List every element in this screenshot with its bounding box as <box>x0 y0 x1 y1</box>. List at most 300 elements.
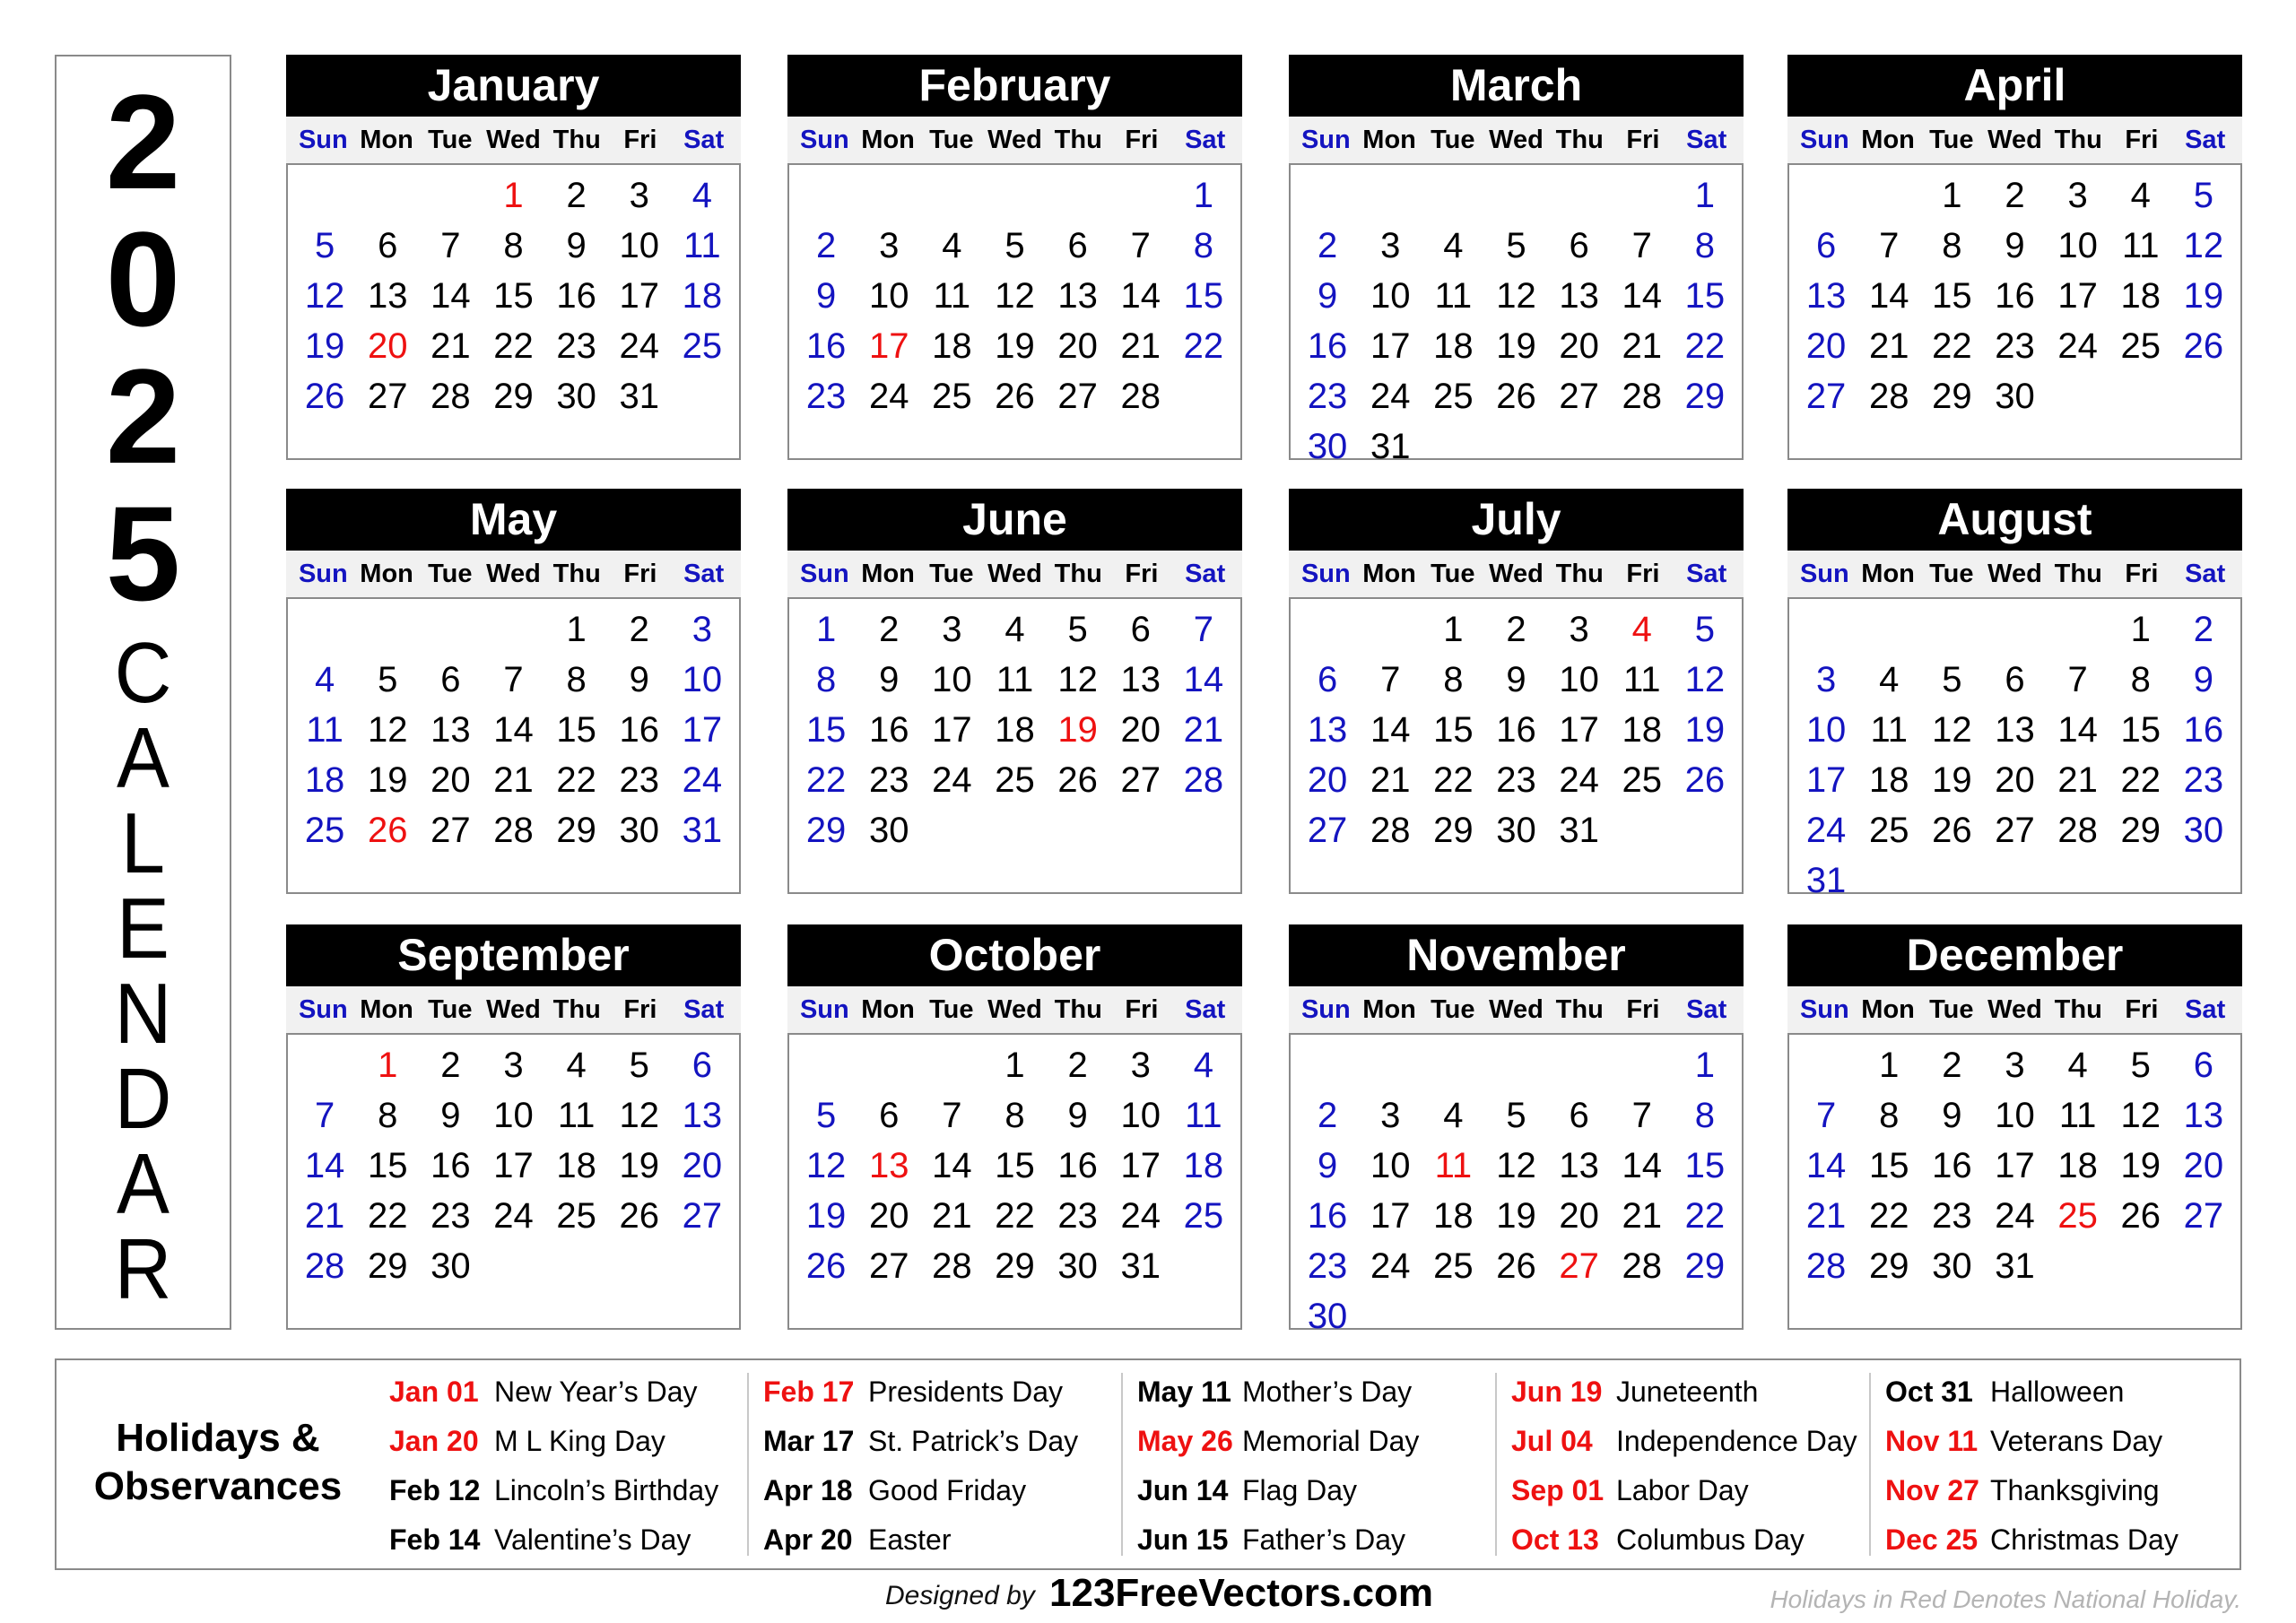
day-cell: 8 <box>1942 226 1962 265</box>
day-cell: 8 <box>2130 660 2151 699</box>
holiday-date: Apr 18 <box>763 1474 853 1506</box>
weekday-label: Sun <box>298 126 348 154</box>
holiday-entry <box>1123 1466 1497 1515</box>
day-cell: 31 <box>1120 1246 1161 1286</box>
weekday-label: Fri <box>2125 560 2159 588</box>
holidays-column <box>1495 1373 1871 1556</box>
empty-day-cell <box>1674 805 1736 855</box>
day-cell: 28 <box>304 1246 345 1286</box>
weekday-header-row <box>286 117 741 163</box>
empty-day-cell <box>920 1040 983 1090</box>
holiday-entry <box>749 1515 1123 1565</box>
month-days <box>1787 163 2242 460</box>
day-cell: 13 <box>367 276 408 316</box>
day-cell: 1 <box>1004 1046 1025 1085</box>
day-cell: 13 <box>1307 710 1348 750</box>
weekday-label: Tue <box>929 995 974 1024</box>
week-row <box>293 805 734 855</box>
day-cell: 16 <box>1307 1196 1348 1236</box>
empty-day-cell <box>1484 1291 1547 1341</box>
year-digit: 2 <box>105 66 181 217</box>
empty-day-cell <box>2047 855 2109 906</box>
week-row <box>1296 321 1736 371</box>
holiday-date: Jun 15 <box>1137 1523 1229 1556</box>
month-may <box>286 489 741 894</box>
day-cell: 20 <box>367 326 408 366</box>
weekday-label: Mon <box>360 126 413 154</box>
day-cell: 4 <box>2067 1046 2088 1085</box>
weekday-label: Thu <box>2054 126 2102 154</box>
weekday-label: Tue <box>1431 995 1475 1024</box>
empty-day-cell <box>1359 1040 1422 1090</box>
day-cell: 11 <box>1185 1096 1222 1135</box>
day-cell: 5 <box>1942 660 1962 699</box>
month-june <box>787 489 1242 894</box>
weekday-label: Mon <box>1362 126 1416 154</box>
day-cell: 11 <box>2122 226 2160 265</box>
day-cell: 21 <box>1183 710 1224 750</box>
empty-day-cell <box>2172 371 2235 421</box>
year-title-panel <box>55 55 231 1330</box>
month-title: July <box>1289 489 1744 551</box>
holidays-column <box>375 1373 749 1556</box>
day-cell: 9 <box>2005 226 2025 265</box>
holiday-date: Oct 31 <box>1885 1376 1973 1408</box>
weekday-label: Fri <box>1626 126 1660 154</box>
day-cell: 12 <box>1057 660 1098 699</box>
weekday-label: Sat <box>2185 995 2226 1024</box>
weekday-label: Wed <box>987 995 1042 1024</box>
day-cell: 6 <box>378 226 398 265</box>
day-cell: 21 <box>493 760 534 800</box>
empty-day-cell <box>1359 1291 1422 1341</box>
holidays-panel <box>55 1358 2241 1570</box>
month-july <box>1289 489 1744 894</box>
week-row <box>795 705 1235 755</box>
day-cell: 17 <box>1995 1146 2035 1185</box>
day-cell: 17 <box>1805 760 1847 800</box>
day-cell: 20 <box>1559 326 1599 366</box>
day-cell: 23 <box>1307 1246 1348 1286</box>
empty-day-cell <box>1548 1291 1611 1341</box>
empty-day-cell <box>1172 1241 1235 1291</box>
day-cell: 25 <box>1433 377 1474 416</box>
holiday-entry <box>375 1367 749 1417</box>
week-row <box>1795 604 2235 655</box>
holiday-date: Jul 04 <box>1511 1425 1593 1457</box>
weekday-label: Wed <box>486 995 541 1024</box>
empty-day-cell <box>2047 604 2109 655</box>
calendar-letter: R <box>114 1221 172 1317</box>
day-cell: 22 <box>556 760 596 800</box>
weekday-label: Tue <box>1431 126 1475 154</box>
month-title: August <box>1787 489 2242 551</box>
day-cell: 15 <box>493 276 534 316</box>
holiday-entry <box>1497 1367 1871 1417</box>
weekday-label: Sun <box>1799 560 1849 588</box>
day-cell: 9 <box>2193 660 2214 699</box>
week-row <box>1795 705 2235 755</box>
day-cell: 28 <box>1805 1246 1847 1286</box>
day-cell: 9 <box>440 1096 461 1135</box>
day-cell: 27 <box>1120 760 1161 800</box>
day-cell: 16 <box>1307 326 1348 366</box>
weekday-label: Wed <box>1489 995 1544 1024</box>
day-cell: 10 <box>1370 276 1411 316</box>
empty-day-cell <box>920 170 983 221</box>
day-cell: 24 <box>1995 1196 2035 1236</box>
day-cell: 18 <box>1868 760 1909 800</box>
weekday-header-row <box>286 986 741 1033</box>
day-cell: 19 <box>2120 1146 2161 1185</box>
weekday-header-row <box>787 551 1242 597</box>
weekday-label: Sun <box>799 995 849 1024</box>
day-cell: 12 <box>1496 1146 1536 1185</box>
month-days <box>286 597 741 894</box>
day-cell: 7 <box>2067 660 2088 699</box>
day-cell: 12 <box>805 1146 847 1185</box>
empty-day-cell <box>1296 604 1359 655</box>
holiday-name: Good Friday <box>868 1474 1027 1506</box>
weekday-label: Wed <box>486 560 541 588</box>
month-april <box>1787 55 2242 460</box>
day-cell: 13 <box>682 1096 723 1135</box>
empty-day-cell <box>2172 855 2235 906</box>
day-cell: 20 <box>868 1196 909 1236</box>
day-cell: 2 <box>1317 226 1338 265</box>
empty-day-cell <box>545 1241 608 1291</box>
week-row <box>293 604 734 655</box>
day-cell: 30 <box>2183 811 2224 850</box>
holiday-date: Oct 13 <box>1511 1523 1599 1556</box>
month-days <box>787 1033 1242 1330</box>
weekday-label: Tue <box>428 560 473 588</box>
weekday-label: Sat <box>1185 995 1226 1024</box>
day-cell: 30 <box>1496 811 1536 850</box>
day-cell: 1 <box>378 1046 398 1085</box>
weekday-label: Mon <box>861 126 915 154</box>
day-cell: 25 <box>2120 326 2161 366</box>
day-cell: 3 <box>2067 176 2088 215</box>
day-cell: 27 <box>430 811 471 850</box>
weekday-label: Fri <box>2125 126 2159 154</box>
weekday-label: Thu <box>1555 560 1604 588</box>
day-cell: 24 <box>932 760 972 800</box>
day-cell: 7 <box>1631 1096 1652 1135</box>
day-cell: 18 <box>304 760 345 800</box>
week-row <box>1296 805 1736 855</box>
weekday-label: Thu <box>1054 126 1102 154</box>
weekday-label: Thu <box>1054 560 1102 588</box>
day-cell: 28 <box>1183 760 1224 800</box>
day-cell: 20 <box>1307 760 1348 800</box>
day-cell: 24 <box>619 326 660 366</box>
weekday-label: Tue <box>428 995 473 1024</box>
day-cell: 23 <box>868 760 909 800</box>
weekday-label: Mon <box>861 995 915 1024</box>
holiday-date: Sep 01 <box>1511 1474 1605 1506</box>
empty-day-cell <box>795 1040 857 1090</box>
day-cell: 17 <box>682 710 723 750</box>
weekday-label: Sun <box>799 126 849 154</box>
day-cell: 4 <box>1879 660 1900 699</box>
month-january <box>286 55 741 460</box>
day-cell: 2 <box>1317 1096 1338 1135</box>
day-cell: 13 <box>430 710 471 750</box>
day-cell: 31 <box>1559 811 1599 850</box>
day-cell: 12 <box>2120 1096 2161 1135</box>
empty-day-cell <box>920 805 983 855</box>
weekday-label: Wed <box>1987 995 2042 1024</box>
weekday-label: Wed <box>1987 126 2042 154</box>
week-row <box>795 1191 1235 1241</box>
week-row <box>1795 271 2235 321</box>
day-cell: 23 <box>1307 377 1348 416</box>
day-cell: 16 <box>2183 710 2224 750</box>
day-cell: 3 <box>503 1046 524 1085</box>
day-cell: 14 <box>1622 1146 1663 1185</box>
day-cell: 27 <box>1805 377 1847 416</box>
day-cell: 15 <box>1868 1146 1909 1185</box>
day-cell: 8 <box>1004 1096 1025 1135</box>
day-cell: 27 <box>868 1246 909 1286</box>
day-cell: 7 <box>1815 1096 1837 1135</box>
day-cell: 26 <box>1496 1246 1536 1286</box>
day-cell: 2 <box>566 176 587 215</box>
empty-day-cell <box>671 371 734 421</box>
empty-day-cell <box>1795 170 1857 221</box>
day-cell: 21 <box>1868 326 1909 366</box>
day-cell: 11 <box>1623 660 1661 699</box>
week-row <box>1795 805 2235 855</box>
day-cell: 1 <box>1694 1046 1716 1085</box>
weekday-label: Sun <box>799 560 849 588</box>
holiday-name: St. Patrick’s Day <box>868 1425 1079 1457</box>
empty-day-cell <box>608 1241 671 1291</box>
day-cell: 29 <box>556 811 596 850</box>
day-cell: 14 <box>932 1146 972 1185</box>
empty-day-cell <box>1484 421 1547 472</box>
day-cell: 24 <box>2057 326 2098 366</box>
week-row <box>795 170 1235 221</box>
day-cell: 25 <box>1433 1246 1474 1286</box>
day-cell: 9 <box>815 276 837 316</box>
day-cell: 21 <box>1805 1196 1847 1236</box>
holiday-name: Halloween <box>1990 1376 2125 1408</box>
day-cell: 31 <box>1995 1246 2035 1286</box>
day-cell: 14 <box>1805 1146 1847 1185</box>
weekday-label: Mon <box>1861 995 1915 1024</box>
day-cell: 19 <box>304 326 345 366</box>
day-cell: 17 <box>1370 1196 1411 1236</box>
day-cell: 8 <box>1879 1096 1900 1135</box>
weekday-label: Thu <box>1054 995 1102 1024</box>
holiday-entry <box>1497 1515 1871 1565</box>
week-row <box>1795 1141 2235 1191</box>
day-cell: 16 <box>1995 276 2035 316</box>
holiday-date: Jun 14 <box>1137 1474 1229 1506</box>
empty-day-cell <box>2109 371 2172 421</box>
week-row <box>795 321 1235 371</box>
day-cell: 13 <box>868 1146 909 1185</box>
day-cell: 24 <box>1370 377 1411 416</box>
holiday-name: Thanksgiving <box>1990 1474 2160 1506</box>
month-february <box>787 55 1242 460</box>
empty-day-cell <box>356 170 419 221</box>
holiday-date: Nov 27 <box>1885 1474 1979 1506</box>
weekday-label: Sun <box>1300 126 1351 154</box>
calendar-letter: N <box>114 966 172 1062</box>
empty-day-cell <box>1296 1040 1359 1090</box>
holiday-date: Nov 11 <box>1885 1425 1979 1457</box>
weekday-label: Tue <box>428 126 473 154</box>
month-august <box>1787 489 2242 900</box>
day-cell: 22 <box>493 326 534 366</box>
empty-day-cell <box>1359 170 1422 221</box>
day-cell: 10 <box>932 660 972 699</box>
day-cell: 26 <box>304 377 345 416</box>
holiday-date: Mar 17 <box>763 1425 855 1457</box>
week-row <box>795 805 1235 855</box>
weekday-header-row <box>1289 551 1744 597</box>
brand-name: 123FreeVectors.com <box>1049 1571 1434 1615</box>
week-row <box>1795 655 2235 705</box>
day-cell: 20 <box>1995 760 2035 800</box>
day-cell: 27 <box>682 1196 723 1236</box>
day-cell: 25 <box>1868 811 1909 850</box>
weekday-header-row <box>787 986 1242 1033</box>
weekday-label: Thu <box>552 126 601 154</box>
day-cell: 3 <box>2005 1046 2025 1085</box>
holiday-entry <box>749 1466 1123 1515</box>
holiday-legend-note: Holidays in Red Denotes National Holiday. <box>1770 1585 2241 1613</box>
weekday-label: Mon <box>1362 995 1416 1024</box>
empty-day-cell <box>671 1241 734 1291</box>
week-row <box>1296 1241 1736 1291</box>
holiday-entry <box>749 1417 1123 1466</box>
month-march <box>1289 55 1744 466</box>
day-cell: 3 <box>1569 610 1589 649</box>
day-cell: 26 <box>2120 1196 2161 1236</box>
day-cell: 23 <box>430 1196 471 1236</box>
month-days <box>1787 597 2242 900</box>
day-cell: 14 <box>2057 710 2098 750</box>
day-cell: 28 <box>932 1246 972 1286</box>
day-cell: 18 <box>682 276 723 316</box>
week-row <box>293 221 734 271</box>
day-cell: 27 <box>1057 377 1098 416</box>
day-cell: 15 <box>1183 276 1224 316</box>
weekday-label: Wed <box>486 126 541 154</box>
empty-day-cell <box>857 170 920 221</box>
day-cell: 30 <box>1057 1246 1098 1286</box>
day-cell: 18 <box>1622 710 1663 750</box>
holiday-entry <box>1871 1367 2245 1417</box>
weekday-label: Sat <box>1686 995 1727 1024</box>
day-cell: 16 <box>868 710 909 750</box>
weekday-label: Sun <box>298 560 348 588</box>
weekday-label: Sun <box>298 995 348 1024</box>
week-row <box>1795 1040 2235 1090</box>
day-cell: 1 <box>1694 176 1716 215</box>
weekday-header-row <box>1289 117 1744 163</box>
empty-day-cell <box>1983 604 2046 655</box>
week-row <box>293 170 734 221</box>
day-cell: 4 <box>942 226 962 265</box>
day-cell: 16 <box>619 710 660 750</box>
empty-day-cell <box>1920 855 1983 906</box>
empty-day-cell <box>356 604 419 655</box>
week-row <box>1296 1090 1736 1141</box>
weekday-label: Mon <box>1861 126 1915 154</box>
day-cell: 4 <box>566 1046 587 1085</box>
day-cell: 28 <box>493 811 534 850</box>
day-cell: 17 <box>2057 276 2098 316</box>
day-cell: 10 <box>868 276 909 316</box>
week-row <box>293 371 734 421</box>
day-cell: 30 <box>1995 377 2035 416</box>
day-cell: 11 <box>306 710 344 750</box>
day-cell: 25 <box>2057 1196 2098 1236</box>
week-row <box>293 1141 734 1191</box>
weekday-label: Mon <box>360 995 413 1024</box>
day-cell: 27 <box>1995 811 2035 850</box>
day-cell: 4 <box>1443 1096 1464 1135</box>
holiday-date: Apr 20 <box>763 1523 853 1556</box>
weekday-label: Sat <box>1686 126 1727 154</box>
holiday-date: Dec 25 <box>1885 1523 1979 1556</box>
weekday-label: Thu <box>2054 995 2102 1024</box>
day-cell: 25 <box>932 377 972 416</box>
empty-day-cell <box>482 604 544 655</box>
weekday-header-row <box>1787 117 2242 163</box>
day-cell: 11 <box>2058 1096 2097 1135</box>
day-cell: 14 <box>1183 660 1224 699</box>
calendar-letter: D <box>114 1051 172 1147</box>
day-cell: 28 <box>1370 811 1411 850</box>
day-cell: 5 <box>629 1046 649 1085</box>
day-cell: 8 <box>503 226 524 265</box>
weekday-label: Thu <box>1555 995 1604 1024</box>
day-cell: 19 <box>1932 760 1972 800</box>
day-cell: 15 <box>1684 276 1726 316</box>
holiday-name: Memorial Day <box>1242 1425 1420 1457</box>
empty-day-cell <box>1484 1040 1547 1090</box>
day-cell: 5 <box>2130 1046 2151 1085</box>
day-cell: 19 <box>619 1146 660 1185</box>
day-cell: 1 <box>1879 1046 1900 1085</box>
day-cell: 17 <box>932 710 972 750</box>
day-cell: 1 <box>815 610 837 649</box>
week-row <box>1795 1241 2235 1291</box>
empty-day-cell <box>293 1040 356 1090</box>
day-cell: 2 <box>1067 1046 1088 1085</box>
day-cell: 13 <box>1559 276 1599 316</box>
day-cell: 14 <box>1622 276 1663 316</box>
empty-day-cell <box>1611 1291 1674 1341</box>
day-cell: 30 <box>556 377 596 416</box>
day-cell: 18 <box>932 326 972 366</box>
day-cell: 30 <box>868 811 909 850</box>
day-cell: 7 <box>1193 610 1214 649</box>
day-cell: 19 <box>1496 326 1536 366</box>
holiday-name: Lincoln’s Birthday <box>494 1474 719 1506</box>
day-cell: 26 <box>1496 377 1536 416</box>
day-cell: 14 <box>493 710 534 750</box>
empty-day-cell <box>795 170 857 221</box>
holiday-name: Valentine’s Day <box>494 1523 691 1556</box>
month-title: September <box>286 924 741 986</box>
